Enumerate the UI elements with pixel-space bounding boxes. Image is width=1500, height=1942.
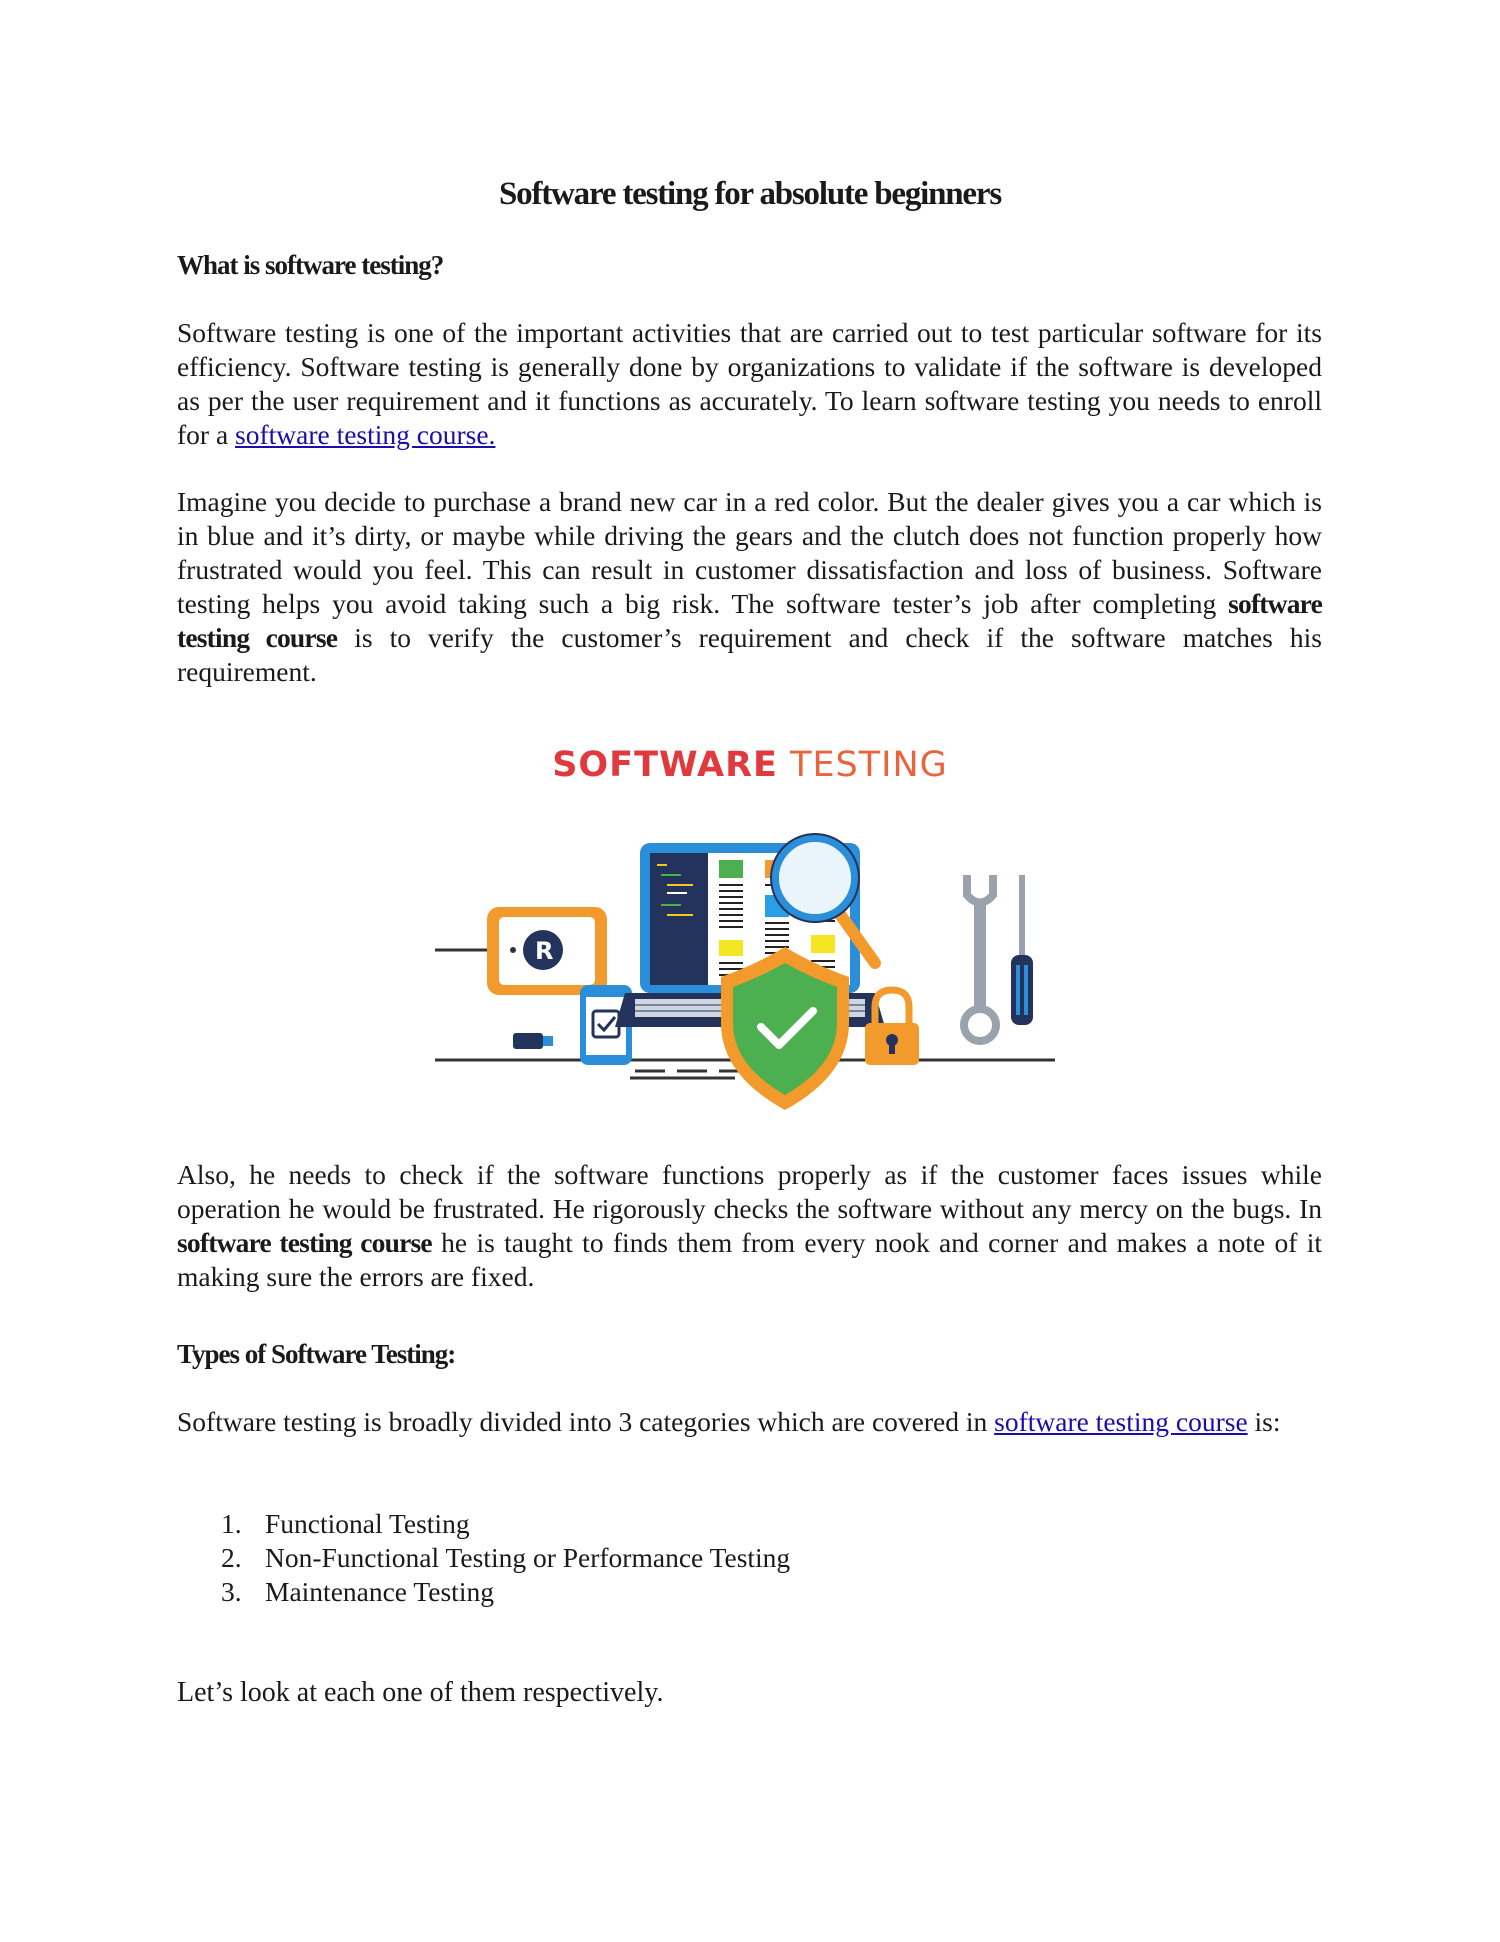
- paragraph-categories-suffix: is:: [1247, 1406, 1281, 1437]
- bold-course-phrase: software testing course: [177, 588, 1322, 653]
- paragraph-intro: [177, 316, 1322, 452]
- software-testing-course-link[interactable]: software testing course.: [235, 419, 496, 450]
- paragraph-car-example: [177, 485, 1322, 689]
- wrench-icon: [964, 875, 996, 1041]
- tablet-icon: [487, 907, 607, 995]
- list-item-number: 3.: [221, 1576, 242, 1607]
- list-item-label: Functional Testing: [265, 1508, 470, 1539]
- list-item-label: Non-Functional Testing or Performance Testing: [265, 1542, 791, 1573]
- list-item-label: Maintenance Testing: [265, 1576, 494, 1607]
- illustration-label-software: SOFTWARE: [552, 745, 778, 785]
- paragraph-categories: [177, 1405, 1322, 1439]
- paragraph-bugs: [177, 1158, 1322, 1294]
- paragraph-car-text-1: Imagine you decide to purchase a brand new car in a red color. But the dealer gives you a car which is in blue and it’s dirty, or maybe while driving the gears and the clutch does not function properly how frustrated would you feel. This can result in customer dissatisfaction and loss of business. Software testing helps you avoid taking such a big risk. The software tester’s job after completing: [177, 486, 1322, 619]
- paragraph-bugs-text-2: he is taught to finds them from every nook and corner and makes a note of it making sure the errors are fixed.: [177, 1227, 1322, 1292]
- paragraph-car-text-2: is to verify the customer’s requirement and check if the software matches his requirement.: [177, 622, 1322, 687]
- logo-letter: R: [535, 937, 554, 965]
- shield-check-icon: [721, 947, 849, 1110]
- list-item-number: 2.: [221, 1542, 242, 1573]
- paragraph-bugs-text-1: Also, he needs to check if the software functions properly as if the customer faces issues while operation he would be frustrated. He rigorously checks the software without any mercy on the bugs. In: [177, 1159, 1322, 1224]
- list-item: [177, 1575, 790, 1609]
- bold-course-phrase-2: software testing course: [177, 1227, 432, 1258]
- closing-sentence: Let’s look at each one of them respectively.: [177, 1677, 664, 1708]
- list-item: [177, 1507, 790, 1541]
- list-item-number: 1.: [221, 1508, 242, 1539]
- paragraph-categories-text: Software testing is broadly divided into 3 categories which are covered in: [177, 1406, 995, 1437]
- page-title: Software testing for absolute beginners: [499, 176, 1001, 212]
- section-heading-what-is: What is software testing?: [177, 250, 444, 280]
- usb-icon: [513, 1033, 543, 1049]
- paragraph-intro-text: Software testing is one of the important activities that are carried out to test particular software for its efficiency. Software testing is generally done by organizations to validate if the software is developed as per the user requirement and it functions as accurately. To learn software testing you needs to enroll for a: [177, 317, 1322, 450]
- padlock-icon: [865, 990, 919, 1065]
- testing-types-list: [177, 1507, 790, 1609]
- screwdriver-icon: [1011, 875, 1033, 1025]
- software-testing-course-link-2[interactable]: software testing course: [994, 1406, 1248, 1437]
- software-testing-illustration: [435, 735, 1065, 1125]
- illustration-graphic: [435, 735, 1065, 1125]
- list-item: [177, 1541, 790, 1575]
- section-heading-types: Types of Software Testing:: [177, 1339, 456, 1369]
- illustration-label-testing: TESTING: [777, 745, 948, 785]
